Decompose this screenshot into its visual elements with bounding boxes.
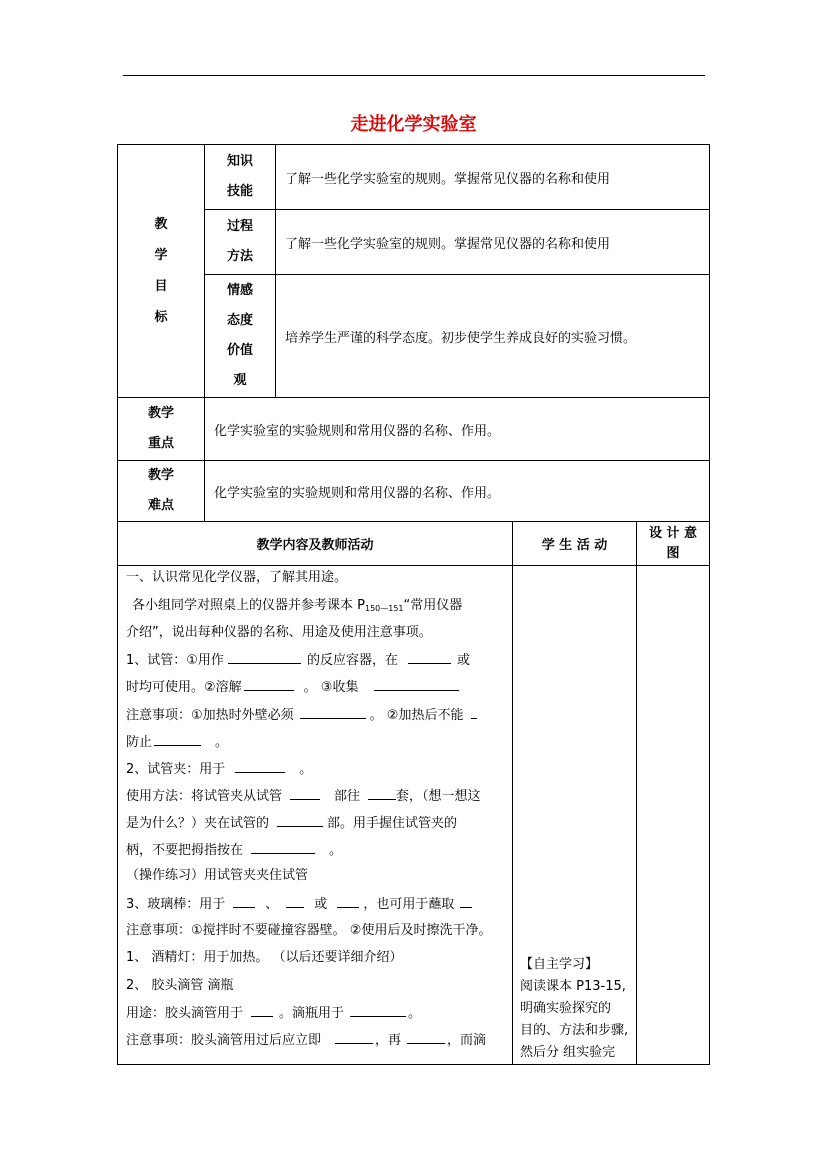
label-line: 教学 [147,406,174,421]
label-line: 方法 [226,249,253,264]
text: 注意事项：①搅拌时不要碰撞容器壁。 ②使用后及时擦洗干净。 [126,923,492,938]
text: 介绍”，说出每种仪器的名称、用途及使用注意事项。 [126,625,432,640]
text: 、 [265,897,279,912]
objective-text: 培养学生严谨的科学态度。初步使学生养成良好的实验习惯。 [285,330,637,346]
text: 是为什么？）夹在试管的 [126,816,270,831]
page-range-subscript: 150—151 [364,604,404,613]
blank[interactable] [350,1003,406,1017]
text: 。 ②加热后不能 [369,708,464,723]
text: 。 ③收集 [303,680,359,695]
text: 。 [215,735,229,750]
text: ，再 [375,1033,402,1048]
text: 。 [299,762,313,777]
column-header-text: 教学内容及教师活动 [256,538,374,553]
content-line [126,759,312,780]
objectives-label-char: 教 [154,217,168,232]
content-line [126,732,228,753]
objective-text: 了解一些化学实验室的规则。掌握常见仪器的名称和使用 [285,236,611,252]
blank[interactable] [286,894,304,908]
label-line: 技能 [226,184,253,199]
blank[interactable] [235,759,285,773]
label-line: 难点 [147,498,174,513]
text: 部。用手握住试管夹的 [327,816,458,831]
student-activity-line: 目的、方法和步骤, [520,1023,629,1038]
text: 或 [314,897,328,912]
content-line [126,976,234,996]
text: 3、玻璃棒：用于 [126,897,226,912]
text: 1、 酒精灯：用于加热。 （以后还要详细介绍） [126,950,403,965]
label-line: 态度 [226,313,253,328]
blank[interactable] [251,840,315,854]
content-line [126,840,342,861]
blank[interactable] [277,813,323,827]
blank[interactable] [154,732,201,746]
text: 柄，不要把拇指按在 [126,843,244,858]
blank[interactable] [407,1030,445,1044]
knowledge-skill-label [204,144,276,210]
text: 使用方法：将试管夹从试管 [126,789,283,804]
content-line [126,1030,486,1051]
blank[interactable] [460,894,472,908]
student-activity-line: 【自主学习】 [520,957,599,972]
design-column-header [636,521,710,566]
content-line [126,786,481,807]
text: 部往 [334,789,361,804]
difficulty-content [204,460,710,522]
blank[interactable] [368,786,396,800]
text: 注意事项：①加热时外壁必须 [126,708,294,723]
key-point-label [117,397,205,461]
label-line: 观 [233,373,247,388]
text: 。 [408,1006,422,1021]
column-header-text: 图 [666,545,680,561]
blank[interactable] [244,677,294,691]
teacher-column-header [117,521,513,566]
student-activity-line: 然后分 组实验完 [520,1045,616,1060]
text: 2、试管夹：用于 [126,762,226,777]
page-title: 走进化学实验室 [350,114,477,135]
content-line [126,705,477,726]
blank[interactable] [290,786,320,800]
text: 各小组同学对照桌上的仪器并参考课本 P [132,598,365,613]
column-header-text: 学 生 活 动 [541,538,608,553]
text: 的反应容器，在 [306,653,398,668]
blank[interactable] [337,894,359,908]
content-line [126,894,472,915]
text: 用途：胶头滴管用于 [126,1006,244,1021]
content-line [126,650,470,671]
attitude-value-content [275,274,710,398]
text: 时均可使用。②溶解 [126,680,242,695]
process-method-label [204,209,276,275]
column-header-text: 设 计 意 [648,525,698,541]
blank[interactable] [335,1030,373,1044]
content-line [126,813,457,834]
label-line: 教学 [147,468,174,483]
text: 或 [456,653,470,668]
content-line [126,623,432,643]
difficulty-label [117,460,205,522]
text: ，也可用于蘸取 [363,897,455,912]
objectives-label-char: 学 [154,248,168,263]
blank[interactable] [408,650,451,664]
content-line [126,677,459,698]
content-line [126,1003,421,1024]
difficulty-text: 化学实验室的实验规则和常用仪器的名称、作用。 [214,485,501,501]
label-line: 知识 [226,154,253,169]
label-line: 价值 [226,343,253,358]
text: 2、 胶头滴管 滴瓶 [126,978,234,993]
text: “常用仪器 [403,598,463,613]
objectives-label-cell [117,144,205,398]
content-line [126,921,491,941]
key-point-text: 化学实验室的实验规则和常用仪器的名称、作用。 [214,423,501,439]
text: 注意事项：胶头滴管用过后应立即 [126,1033,322,1048]
text: （操作练习）用试管夹夹住试管 [126,868,309,883]
objective-text: 了解一些化学实验室的规则。掌握常见仪器的名称和使用 [285,171,611,187]
blank[interactable] [251,1003,273,1017]
process-method-content [275,209,710,275]
blank[interactable] [300,705,366,719]
text: 防止 [126,735,153,750]
text: ，而滴 [447,1033,487,1048]
student-column-header [512,521,637,566]
label-line: 情感 [226,283,253,298]
text: 1、试管：①用作 [126,653,224,668]
student-activity-line: 明确实验探究的 [520,1001,612,1016]
content-line [126,568,347,588]
design-intent-cell [636,565,710,1065]
content-line [126,948,403,968]
content-line [126,866,308,886]
blank[interactable] [233,894,255,908]
blank[interactable] [228,650,301,664]
attitude-value-label [204,274,276,398]
key-point-content [204,397,710,461]
text: 套，（想一想这 [396,789,481,804]
text: 。 [329,843,343,858]
text: 。滴瓶用于 [279,1006,345,1021]
blank[interactable] [471,705,477,719]
objectives-label-char: 标 [154,310,168,325]
content-line [132,596,462,619]
text: 一、认识常见化学仪器，了解其用途。 [126,570,348,585]
objectives-label-char: 目 [154,279,168,294]
student-activity-line: 阅读课本 P13-15, [520,979,626,994]
label-line: 过程 [226,219,253,234]
label-line: 重点 [147,436,174,451]
knowledge-skill-content [275,144,710,210]
blank[interactable] [374,677,459,691]
header-rule [123,75,705,76]
